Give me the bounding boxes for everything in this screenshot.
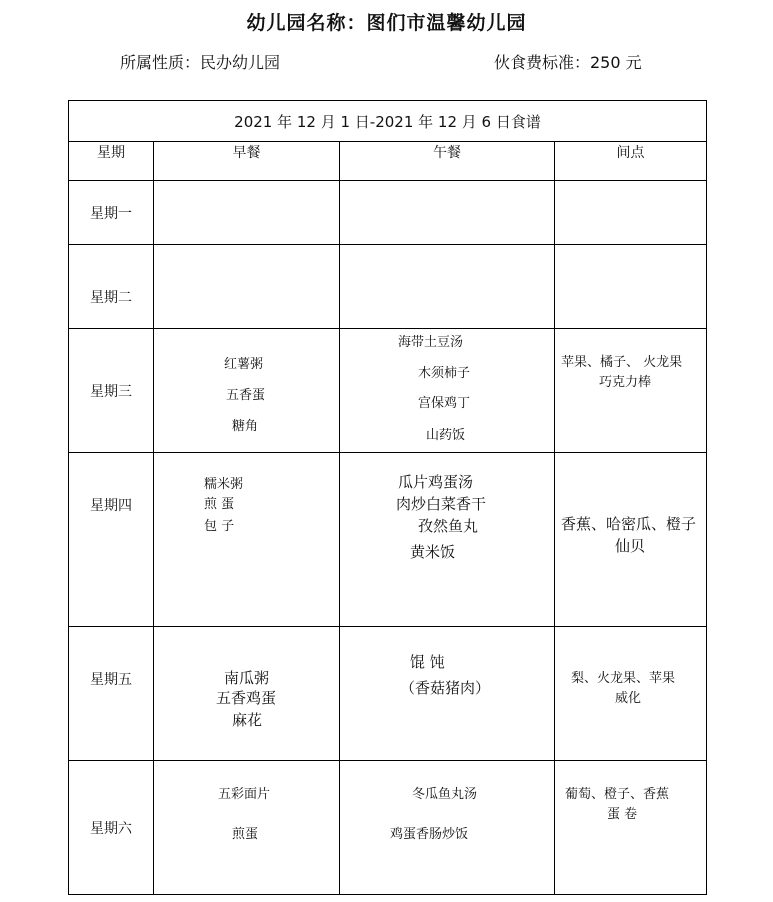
- day-label: 星期四: [69, 453, 154, 627]
- snack-item: 香蕉、哈密瓜、橙子: [561, 515, 697, 533]
- weekly-menu-table: [68, 100, 707, 895]
- snack-cell: [555, 181, 707, 245]
- lunch-cell: [340, 181, 555, 245]
- lunch-item: 黄米饭: [410, 543, 456, 561]
- snack-item: 葡萄、橙子、香蕉: [565, 787, 670, 802]
- breakfast-cell: [154, 761, 340, 895]
- lunch-item: 冬瓜鱼丸汤: [412, 787, 478, 802]
- table-row: [69, 245, 707, 329]
- breakfast-item: 红薯粥: [224, 357, 264, 372]
- snack-cell: [555, 627, 707, 761]
- snack-item: 蛋 卷: [607, 807, 638, 822]
- day-label: 星期六: [69, 761, 154, 895]
- table-row: [69, 453, 707, 627]
- ownership-type: 所属性质：民办幼儿园: [120, 53, 281, 72]
- breakfast-item: 糯米粥: [204, 477, 244, 492]
- breakfast-item: 糖角: [232, 419, 259, 434]
- snack-item: 梨、火龙果、苹果: [571, 671, 676, 686]
- breakfast-item: 五香鸡蛋: [216, 689, 277, 707]
- column-header-breakfast: 早餐: [154, 142, 340, 181]
- breakfast-item: 麻花: [232, 711, 263, 729]
- column-header-weekday: 星期: [69, 142, 154, 181]
- breakfast-cell: [154, 329, 340, 453]
- breakfast-item: 煎蛋: [232, 827, 259, 842]
- snack-cell: [555, 329, 707, 453]
- breakfast-cell: [154, 181, 340, 245]
- lunch-cell: [340, 627, 555, 761]
- lunch-item: 肉炒白菜香干: [396, 495, 487, 513]
- kindergarten-title: 幼儿园名称：图们市温馨幼儿园: [246, 12, 527, 34]
- table-header-row: [69, 142, 707, 181]
- table-row: [69, 627, 707, 761]
- lunch-item: 孜然鱼丸: [418, 517, 479, 535]
- lunch-item: 馄 饨: [410, 653, 445, 671]
- lunch-item: 山药饭: [426, 428, 466, 443]
- breakfast-item: 煎 蛋: [204, 497, 235, 512]
- lunch-item: （香菇猪肉）: [400, 679, 491, 697]
- column-header-lunch: 午餐: [340, 142, 555, 181]
- snack-cell: [555, 453, 707, 627]
- snack-item: 威化: [615, 691, 642, 706]
- lunch-item: 海带土豆汤: [398, 335, 464, 350]
- snack-item: 仙贝: [615, 537, 646, 555]
- column-header-snack: 间点: [555, 142, 707, 181]
- menu-date-range: 2021 年 12 月 1 日-2021 年 12 月 6 日食谱: [69, 101, 707, 142]
- breakfast-item: 五香蛋: [226, 388, 266, 403]
- day-label: 星期五: [69, 627, 154, 761]
- breakfast-item: 包 子: [204, 519, 235, 534]
- lunch-item: 木须柿子: [418, 366, 471, 381]
- snack-item: 巧克力棒: [599, 375, 652, 390]
- lunch-item: 瓜片鸡蛋汤: [398, 473, 474, 491]
- breakfast-cell: [154, 245, 340, 329]
- breakfast-cell: [154, 453, 340, 627]
- snack-item: 苹果、橘子、 火龙果: [561, 355, 683, 370]
- lunch-cell: [340, 761, 555, 895]
- table-row: [69, 181, 707, 245]
- lunch-cell: [340, 453, 555, 627]
- day-label: 星期三: [69, 329, 154, 453]
- lunch-item: 宫保鸡丁: [418, 396, 471, 411]
- breakfast-item: 南瓜粥: [224, 669, 270, 687]
- table-row: [69, 761, 707, 895]
- breakfast-cell: [154, 627, 340, 761]
- breakfast-item: 五彩面片: [218, 787, 271, 802]
- day-label: 星期二: [69, 245, 154, 329]
- lunch-cell: [340, 329, 555, 453]
- snack-cell: [555, 245, 707, 329]
- lunch-cell: [340, 245, 555, 329]
- table-row: [69, 329, 707, 453]
- lunch-item: 鸡蛋香肠炒饭: [390, 827, 469, 842]
- meal-fee-standard: 伙食费标准：250 元: [494, 53, 642, 72]
- day-label: 星期一: [69, 181, 154, 245]
- snack-cell: [555, 761, 707, 895]
